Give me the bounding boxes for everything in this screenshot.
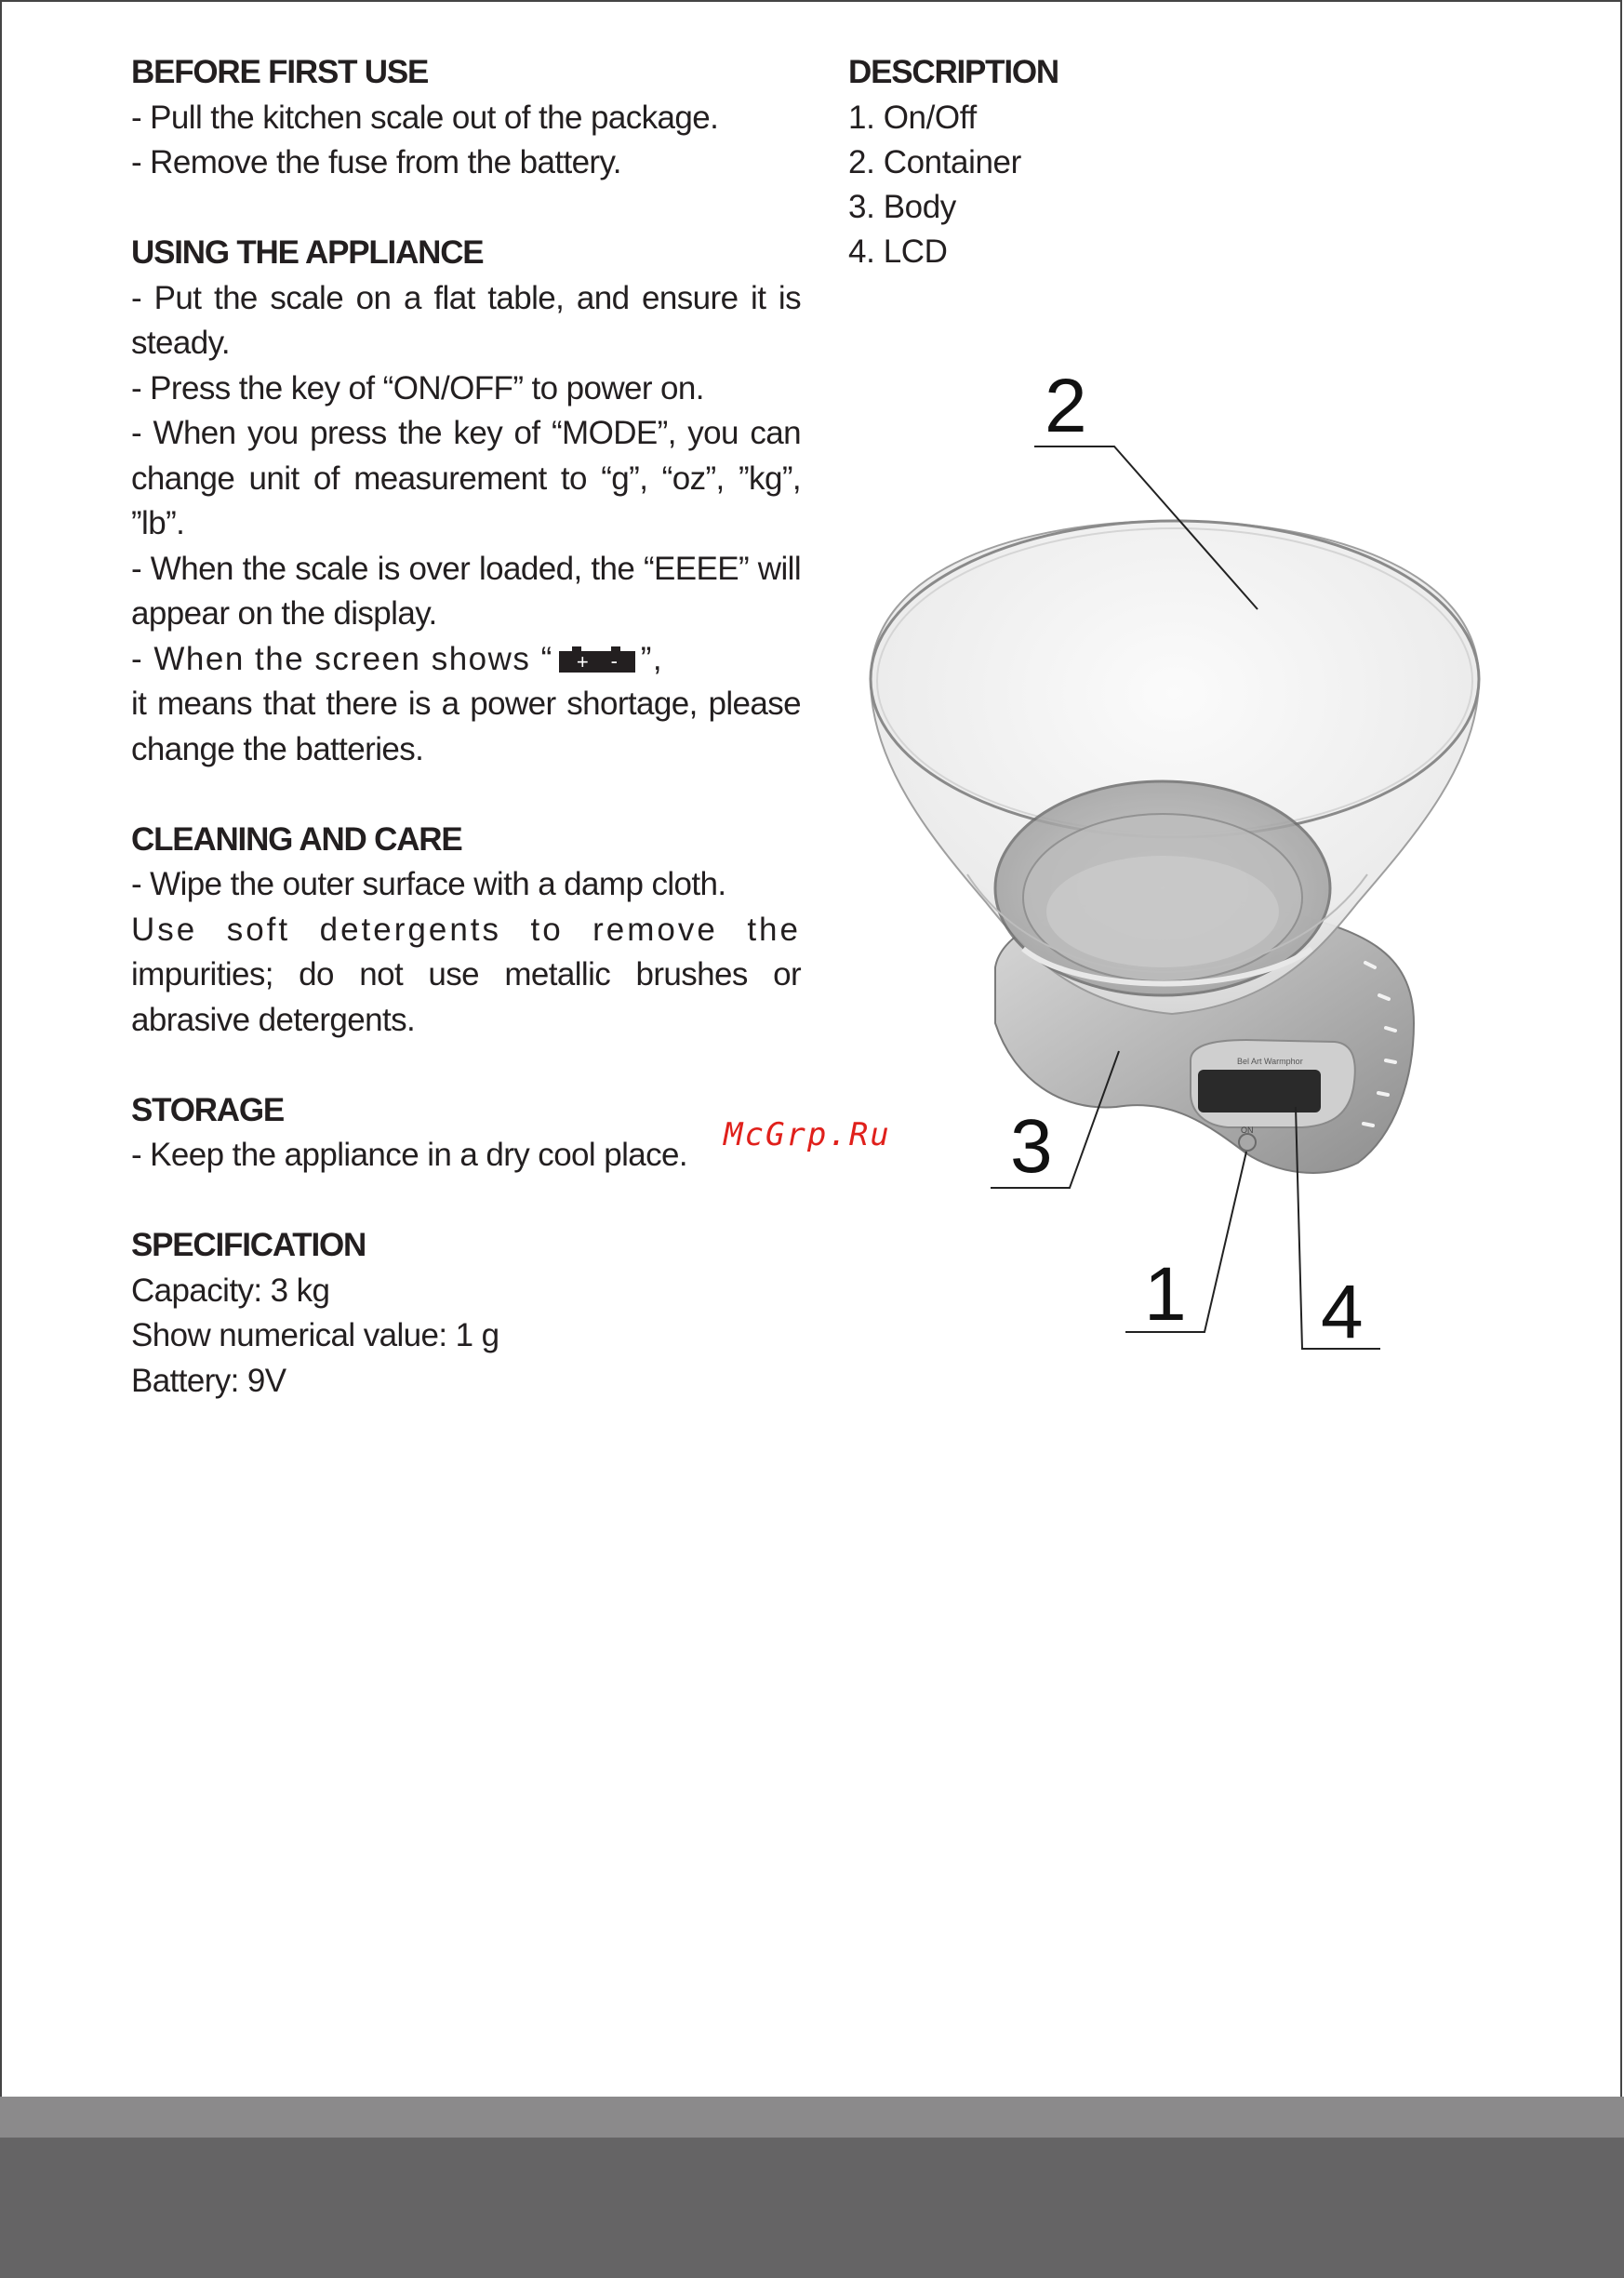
using-step-5-start: - When the screen shows “ (131, 640, 553, 677)
spec-numerical-value: Show numerical value: 1 g (131, 1317, 499, 1353)
lcd-screen (1198, 1070, 1321, 1112)
cleaning-section (131, 818, 801, 1044)
left-column (131, 50, 801, 1449)
using-step-3: - When you press the key of “MODE”, you can change unit of measurement to “g”, “oz”, ”kg”, ”lb”. (131, 415, 801, 541)
storage-line: - Keep the appliance in a dry cool place. (131, 1137, 688, 1173)
before-first-use-line-1: - Pull the kitchen scale out of the package. (131, 99, 719, 136)
storage-section (131, 1088, 801, 1179)
cleaning-line-3: impurities; do not use metallic brushes or abrasive detergents. (131, 956, 801, 1038)
before-first-use-heading: BEFORE FIRST USE (131, 54, 429, 90)
using-step-2: - Press the key of “ON/OFF” to power on. (131, 369, 704, 406)
kitchen-scale-figure (837, 353, 1507, 1395)
specification-section (131, 1223, 801, 1404)
using-appliance-section (131, 231, 801, 772)
footer-band-light (0, 2097, 1624, 2138)
spec-capacity: Capacity: 3 kg (131, 1272, 330, 1309)
watermark: McGrp.Ru (724, 1116, 891, 1153)
svg-text:ON: ON (1241, 1126, 1254, 1135)
before-first-use-line-2: - Remove the fuse from the battery. (131, 144, 621, 180)
callout-3: 3 (1010, 1104, 1053, 1189)
description-item-on-off: 1. On/Off (848, 99, 977, 136)
before-first-use-section (131, 50, 801, 186)
using-step-5-line (131, 637, 801, 683)
using-appliance-heading: USING THE APPLIANCE (131, 234, 484, 271)
svg-text:-: - (610, 648, 619, 673)
using-step-5-continued: it means that there is a power shortage, please change the batteries. (131, 686, 801, 767)
specification-heading: SPECIFICATION (131, 1227, 366, 1263)
storage-heading: STORAGE (131, 1091, 285, 1128)
description-heading: DESCRIPTION (848, 54, 1058, 90)
description-item-body: 3. Body (848, 188, 956, 225)
callout-4: 4 (1321, 1270, 1364, 1354)
callout-2: 2 (1045, 364, 1087, 448)
spec-battery: Battery: 9V (131, 1362, 286, 1399)
cleaning-line-1: - Wipe the outer surface with a damp cloth. (131, 866, 726, 902)
using-step-4: - When the scale is over loaded, the “EEEE” will appear on the display. (131, 550, 801, 632)
description-column (848, 50, 1313, 274)
on-off-button (1239, 1134, 1256, 1151)
battery-icon (559, 640, 635, 673)
description-item-lcd: 4. LCD (848, 233, 948, 270)
svg-text:+: + (576, 649, 590, 673)
using-step-5-end: ”, (640, 640, 664, 677)
svg-text:Bel Art Warmphor: Bel Art Warmphor (1237, 1057, 1303, 1066)
cleaning-line-2: Use soft detergents to remove the (131, 911, 801, 948)
callout-1: 1 (1144, 1252, 1187, 1337)
description-item-container: 2. Container (848, 143, 1021, 180)
using-step-1: - Put the scale on a flat table, and ensure it is steady. (131, 279, 801, 361)
cleaning-heading: CLEANING AND CARE (131, 820, 462, 858)
footer-band-dark (0, 2138, 1624, 2278)
